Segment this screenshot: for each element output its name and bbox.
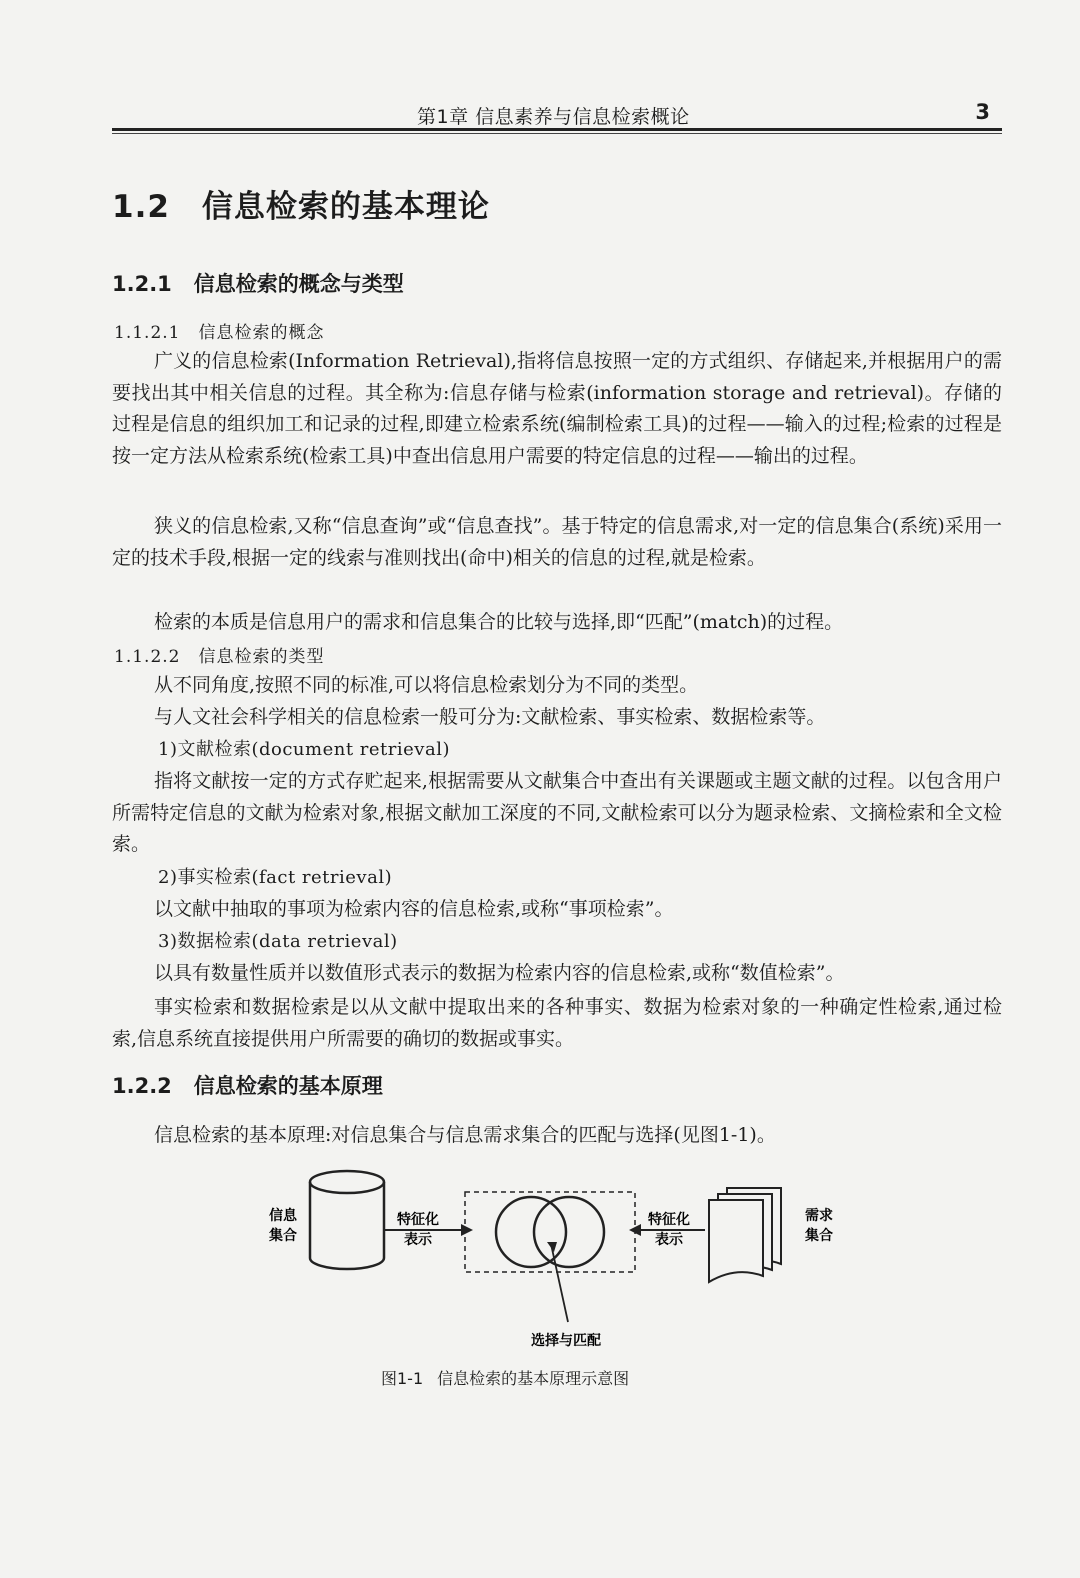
subsection-heading-2: [112, 1070, 383, 1100]
figure-caption-text: 信息检索的基本原理示意图: [437, 1369, 630, 1388]
section-number: 1.2: [112, 189, 170, 225]
subsection-number: 1.2.2: [112, 1074, 172, 1098]
subsection-number: 1.2.1: [112, 272, 172, 296]
match-pointer-line: [551, 1244, 568, 1322]
section-heading: [112, 181, 490, 226]
info-set-label-1: 信息: [269, 1208, 297, 1224]
page-number: 3: [975, 100, 990, 124]
left-arrow-head: [461, 1224, 473, 1236]
subsection-title: 信息检索的概念与类型: [193, 272, 404, 296]
right-box-label-1: 特征化: [648, 1212, 690, 1228]
information-set-cylinder: [310, 1171, 384, 1269]
subsection-heading-1: [112, 268, 404, 298]
info-set-label-2: 集合: [269, 1228, 297, 1244]
subsection-title: 信息检索的基本原理: [193, 1074, 383, 1098]
right-arrow-head: [629, 1224, 641, 1236]
paragraph-types-intro-2: 与人文社会科学相关的信息检索一般可分为:文献检索、事实检索、数据检索等。: [154, 706, 826, 728]
type-item-label-fact: 2)事实检索(fact retrieval): [158, 867, 393, 888]
header-rule-thick: [112, 128, 1002, 131]
subsubsection-number: 1.1.2.1: [114, 323, 181, 343]
type-item-desc-fact: 以文献中抽取的事项为检索内容的信息检索,或称“事项检索”。: [154, 898, 674, 920]
paragraph-types-intro-1: 从不同角度,按照不同的标准,可以将信息检索划分为不同的类型。: [154, 674, 699, 696]
section-title: 信息检索的基本理论: [201, 189, 490, 225]
right-box-label-2: 表示: [655, 1232, 683, 1248]
type-item-desc-data: 以具有数量性质并以数值形式表示的数据为检索内容的信息检索,或称“数值检索”。: [154, 962, 845, 984]
type-item-label-document: 1)文献检索(document retrieval): [158, 739, 450, 760]
paragraph-closing: 事实检索和数据检索是以从文献中提取出来的各种事实、数据为检索对象的一种确定性检索,通过检索,信息系统直接提供用户所需要的确切的数据或事实。: [112, 996, 1002, 1050]
need-set-circle: [534, 1197, 604, 1267]
type-item-label-data: 3)数据检索(data retrieval): [158, 931, 398, 952]
match-label: 选择与匹配: [531, 1333, 601, 1349]
principle-diagram: [255, 1160, 855, 1360]
subsubsection-heading-1: [114, 318, 324, 343]
figure-caption-number: 图1-1: [381, 1369, 424, 1388]
type-item-desc-document: 指将文献按一定的方式存贮起来,根据需要从文献集合中查出有关课题或主题文献的过程。以包含用户所需特定信息的文献为检索对象,根据文献加工深度的不同,文献检索可以分为题录检索、文摘检索和全文检索。: [112, 770, 1002, 855]
paragraph-narrow-definition: 狭义的信息检索,又称“信息查询”或“信息查找”。基于特定的信息需求,对一定的信息集合(系统)采用一定的技术手段,根据一定的线索与准则找出(命中)相关的信息的过程,就是检索。: [112, 515, 1002, 569]
subsubsection-title: 信息检索的概念: [198, 323, 325, 343]
subsubsection-title: 信息检索的类型: [198, 647, 325, 667]
left-box-label-1: 特征化: [397, 1212, 439, 1228]
running-title: 第1章 信息素养与信息检索概论: [417, 106, 690, 128]
figure-caption: [381, 1366, 629, 1389]
left-box-label-2: 表示: [404, 1232, 432, 1248]
need-set-label-2: 集合: [805, 1228, 833, 1244]
paragraph-essence: 检索的本质是信息用户的需求和信息集合的比较与选择,即“匹配”(match)的过程。: [154, 611, 844, 633]
paragraph-broad-definition: 广义的信息检索(Information Retrieval),指将信息按照一定的方式组织、存储起来,并根据用户的需要找出其中相关信息的过程。其全称为:信息存储与检索(information storage and retrieval)。存储的过程是信息的组织加工和记录的过程,即建立检索系统(编制检索工具)的过程——输入的过程;检索的过程是按一定方法从检索系统(检索工具)中查出信息用户需要的特定信息的过程——输出的过程。: [112, 350, 1002, 467]
info-set-circle: [496, 1197, 566, 1267]
running-header: [112, 100, 1002, 130]
paragraph-principle: 信息检索的基本原理:对信息集合与信息需求集合的匹配与选择(见图1-1)。: [154, 1124, 776, 1146]
need-set-document-stack: [709, 1188, 781, 1282]
header-rule-thin: [112, 133, 1002, 134]
subsubsection-heading-2: [114, 642, 324, 667]
subsubsection-number: 1.1.2.2: [114, 647, 181, 667]
need-set-label-1: 需求: [805, 1208, 833, 1224]
